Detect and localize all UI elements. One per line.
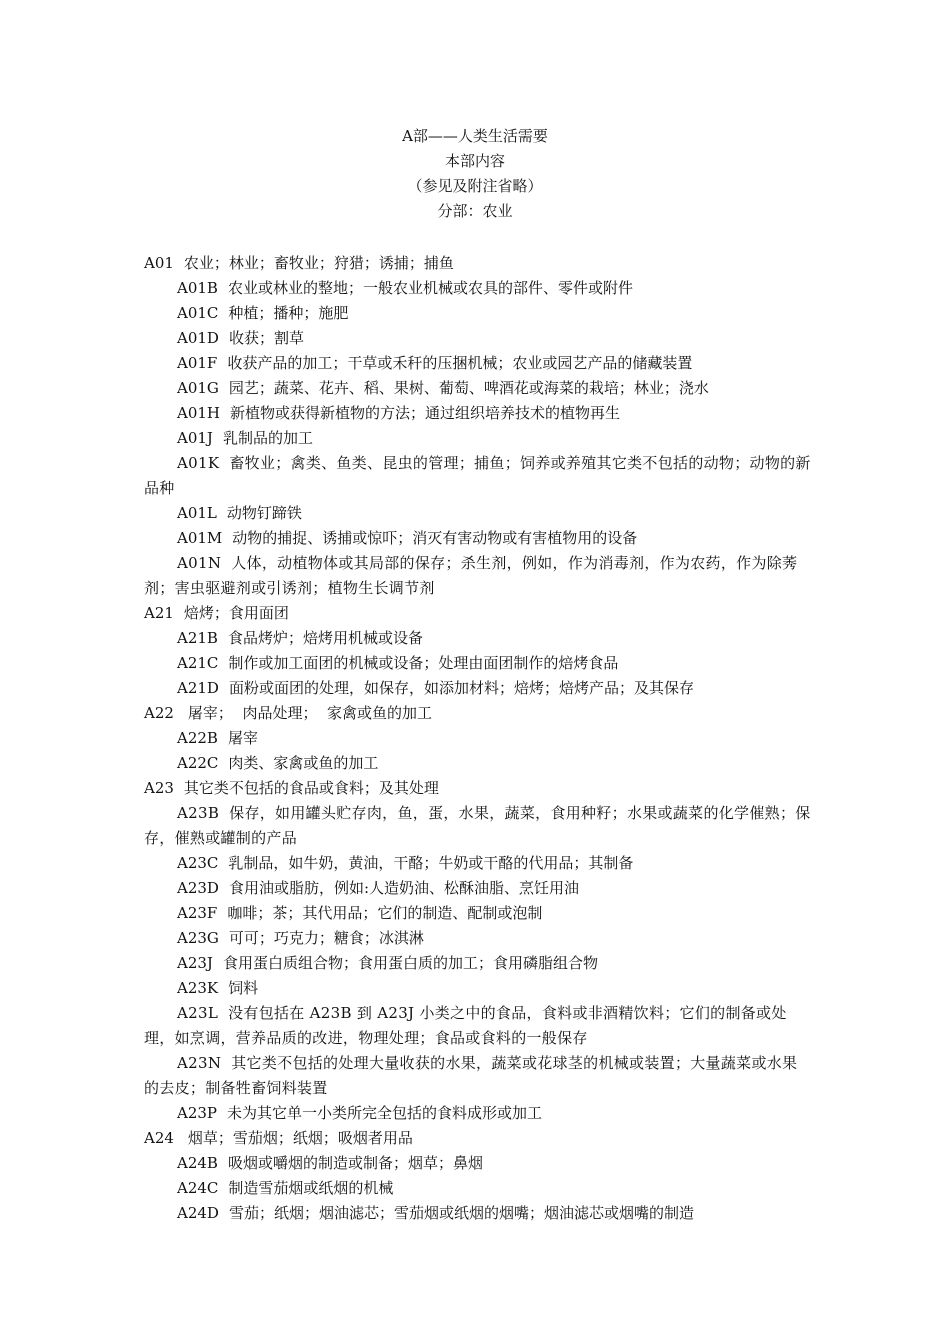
division-title: 分部：农业 — [437, 202, 513, 220]
subclass-title: 种植；播种；施肥 — [228, 304, 349, 322]
subclass-code: A22B — [177, 729, 218, 747]
subclass-code: A23D — [177, 879, 219, 897]
subclass-title: 未为其它单一小类所完全包括的食料成形或加工 — [227, 1104, 543, 1122]
class-code: A01 — [144, 254, 174, 272]
subclass-code: A23J — [177, 954, 213, 972]
class-title: 焙烤；食用面团 — [183, 604, 289, 622]
class-title: 农业；林业；畜牧业；狩猎；诱捕；捕鱼 — [183, 254, 454, 272]
subclass-code: A23N — [177, 1054, 222, 1072]
subclass-title: 可可；巧克力；糖食；冰淇淋 — [228, 929, 424, 947]
subclass-entry — [144, 626, 812, 651]
subclass-entry — [144, 1101, 812, 1126]
subclass-code: A24C — [177, 1179, 219, 1197]
subclass-code: A21C — [177, 654, 219, 672]
subclass-entry — [144, 901, 812, 926]
subclass-entry — [144, 801, 812, 851]
subclass-title: 保存，如用罐头贮存肉，鱼，蛋，水果，蔬菜，食用种籽；水果或蔬菜的化学催熟；保存，催熟或罐制的产品 — [144, 804, 811, 847]
class-code: A22 — [144, 704, 174, 722]
subclass-code: A01N — [177, 554, 222, 572]
subclass-title: 收获；割草 — [228, 329, 304, 347]
subclass-code: A24D — [177, 1204, 219, 1222]
subclass-code: A01C — [177, 304, 219, 322]
subclass-entry — [144, 451, 812, 501]
subclass-entry — [144, 876, 812, 901]
subclass-title: 肉类、家禽或鱼的加工 — [228, 754, 379, 772]
subclass-code: A01H — [177, 404, 221, 422]
subclass-title: 吸烟或嚼烟的制造或制备；烟草；鼻烟 — [227, 1154, 483, 1172]
subclass-code: A23B — [177, 804, 220, 822]
subclass-code: A01G — [177, 379, 219, 397]
subclass-entry — [144, 1176, 812, 1201]
subclass-title: 食用蛋白质组合物；食用蛋白质的加工；食用磷脂组合物 — [222, 954, 598, 972]
subclass-entry — [144, 676, 812, 701]
subclass-entry — [144, 301, 812, 326]
subclass-code: A21B — [177, 629, 218, 647]
subclass-title: 新植物或获得新植物的方法；通过组织培养技术的植物再生 — [230, 404, 621, 422]
subclass-title: 制作或加工面团的机械或设备；处理由面团制作的焙烤食品 — [228, 654, 619, 672]
subclass-title: 食用油或脂肪，例如:人造奶油、松酥油脂、烹饪用油 — [228, 879, 580, 897]
subclass-title: 动物的捕捉、诱捕或惊吓；消灭有害动物或有害植物用的设备 — [232, 529, 638, 547]
subclass-entry — [144, 751, 812, 776]
subclass-entry — [144, 726, 812, 751]
subclass-code: A01B — [177, 279, 218, 297]
subclass-code: A21D — [177, 679, 219, 697]
subclass-code: A23K — [177, 979, 219, 997]
subclass-title: 动物钉蹄铁 — [226, 504, 302, 522]
subclass-entry — [144, 1051, 812, 1101]
subclass-title: 乳制品，如牛奶，黄油，干酪；牛奶或干酪的代用品；其制备 — [228, 854, 634, 872]
subclass-title: 制造雪茄烟或纸烟的机械 — [228, 1179, 394, 1197]
section-title: A部——人类生活需要 — [402, 127, 548, 145]
subclass-entry — [144, 426, 812, 451]
subclass-code: A22C — [177, 754, 219, 772]
class-entry — [144, 701, 812, 726]
subclass-code: A01J — [177, 429, 213, 447]
subclass-title: 没有包括在 A23B 到 A23J 小类之中的食品，食料或非酒精饮料；它们的制备或处理，如烹调，营养品质的改进，物理处理；食品或食料的一般保存 — [144, 1004, 787, 1047]
subclass-code: A23P — [177, 1104, 218, 1122]
subclass-entry — [144, 551, 812, 601]
subclass-code: A01F — [177, 354, 218, 372]
subclass-title: 食品烤炉；焙烤用机械或设备 — [227, 629, 423, 647]
class-entry — [144, 776, 812, 801]
class-entry — [144, 1126, 812, 1151]
subclass-title: 畜牧业；禽类、鱼类、昆虫的管理；捕鱼；饲养或养殖其它类不包括的动物；动物的新品种 — [144, 454, 811, 497]
classification-list — [144, 251, 812, 1226]
subclass-title: 饲料 — [228, 979, 259, 997]
subclass-entry — [144, 1151, 812, 1176]
class-code: A21 — [144, 604, 174, 622]
subclass-title: 农业或林业的整地；一般农业机械或农具的部件、零件或附件 — [227, 279, 633, 297]
subclass-title: 园艺；蔬菜、花卉、稻、果树、葡萄、啤酒花或海菜的栽培；林业；浇水 — [228, 379, 709, 397]
subclass-title: 面粉或面团的处理，如保存，如添加材料；焙烤；焙烤产品；及其保存 — [228, 679, 694, 697]
subclass-code: A24B — [177, 1154, 218, 1172]
subclass-code: A01L — [177, 504, 217, 522]
subclass-entry — [144, 951, 812, 976]
section-subtitle: 本部内容 — [444, 152, 505, 170]
class-code: A23 — [144, 779, 174, 797]
subclass-entry — [144, 526, 812, 551]
subclass-entry — [144, 976, 812, 1001]
subclass-entry — [144, 376, 812, 401]
subclass-entry — [144, 1201, 812, 1226]
subclass-code: A01M — [177, 529, 223, 547]
section-header — [0, 124, 950, 224]
subclass-title: 乳制品的加工 — [222, 429, 313, 447]
subclass-entry — [144, 651, 812, 676]
section-note: （参见及附注省略） — [407, 177, 543, 195]
subclass-entry — [144, 1001, 812, 1051]
subclass-code: A01D — [177, 329, 219, 347]
subclass-code: A23L — [177, 1004, 219, 1022]
subclass-title: 人体，动植物体或其局部的保存；杀生剂，例如，作为消毒剂，作为农药，作为除莠剂；害虫驱避剂或引诱剂；植物生长调节剂 — [144, 554, 798, 597]
subclass-entry — [144, 276, 812, 301]
subclass-code: A23G — [177, 929, 219, 947]
subclass-entry — [144, 326, 812, 351]
class-entry — [144, 601, 812, 626]
class-entry — [144, 251, 812, 276]
class-code: A24 — [144, 1129, 174, 1147]
class-title: 其它类不包括的食品或食料；及其处理 — [183, 779, 439, 797]
subclass-entry — [144, 401, 812, 426]
subclass-entry — [144, 501, 812, 526]
subclass-title: 雪茄；纸烟；烟油滤芯；雪茄烟或纸烟的烟嘴；烟油滤芯或烟嘴的制造 — [228, 1204, 694, 1222]
subclass-title: 其它类不包括的处理大量收获的水果，蔬菜或花球茎的机械或装置；大量蔬菜或水果的去皮；制备牲畜饲料装置 — [144, 1054, 798, 1097]
subclass-code: A23C — [177, 854, 219, 872]
subclass-entry — [144, 926, 812, 951]
class-title: 屠宰； 肉品处理； 家禽或鱼的加工 — [187, 704, 432, 722]
subclass-code: A23F — [177, 904, 218, 922]
subclass-code: A01K — [177, 454, 220, 472]
subclass-title: 收获产品的加工；干草或禾秆的压捆机械；农业或园艺产品的储藏装置 — [227, 354, 693, 372]
subclass-entry — [144, 351, 812, 376]
subclass-title: 屠宰 — [227, 729, 258, 747]
subclass-entry — [144, 851, 812, 876]
subclass-title: 咖啡；茶；其代用品；它们的制造、配制或泡制 — [227, 904, 543, 922]
class-title: 烟草；雪茄烟；纸烟；吸烟者用品 — [187, 1129, 413, 1147]
